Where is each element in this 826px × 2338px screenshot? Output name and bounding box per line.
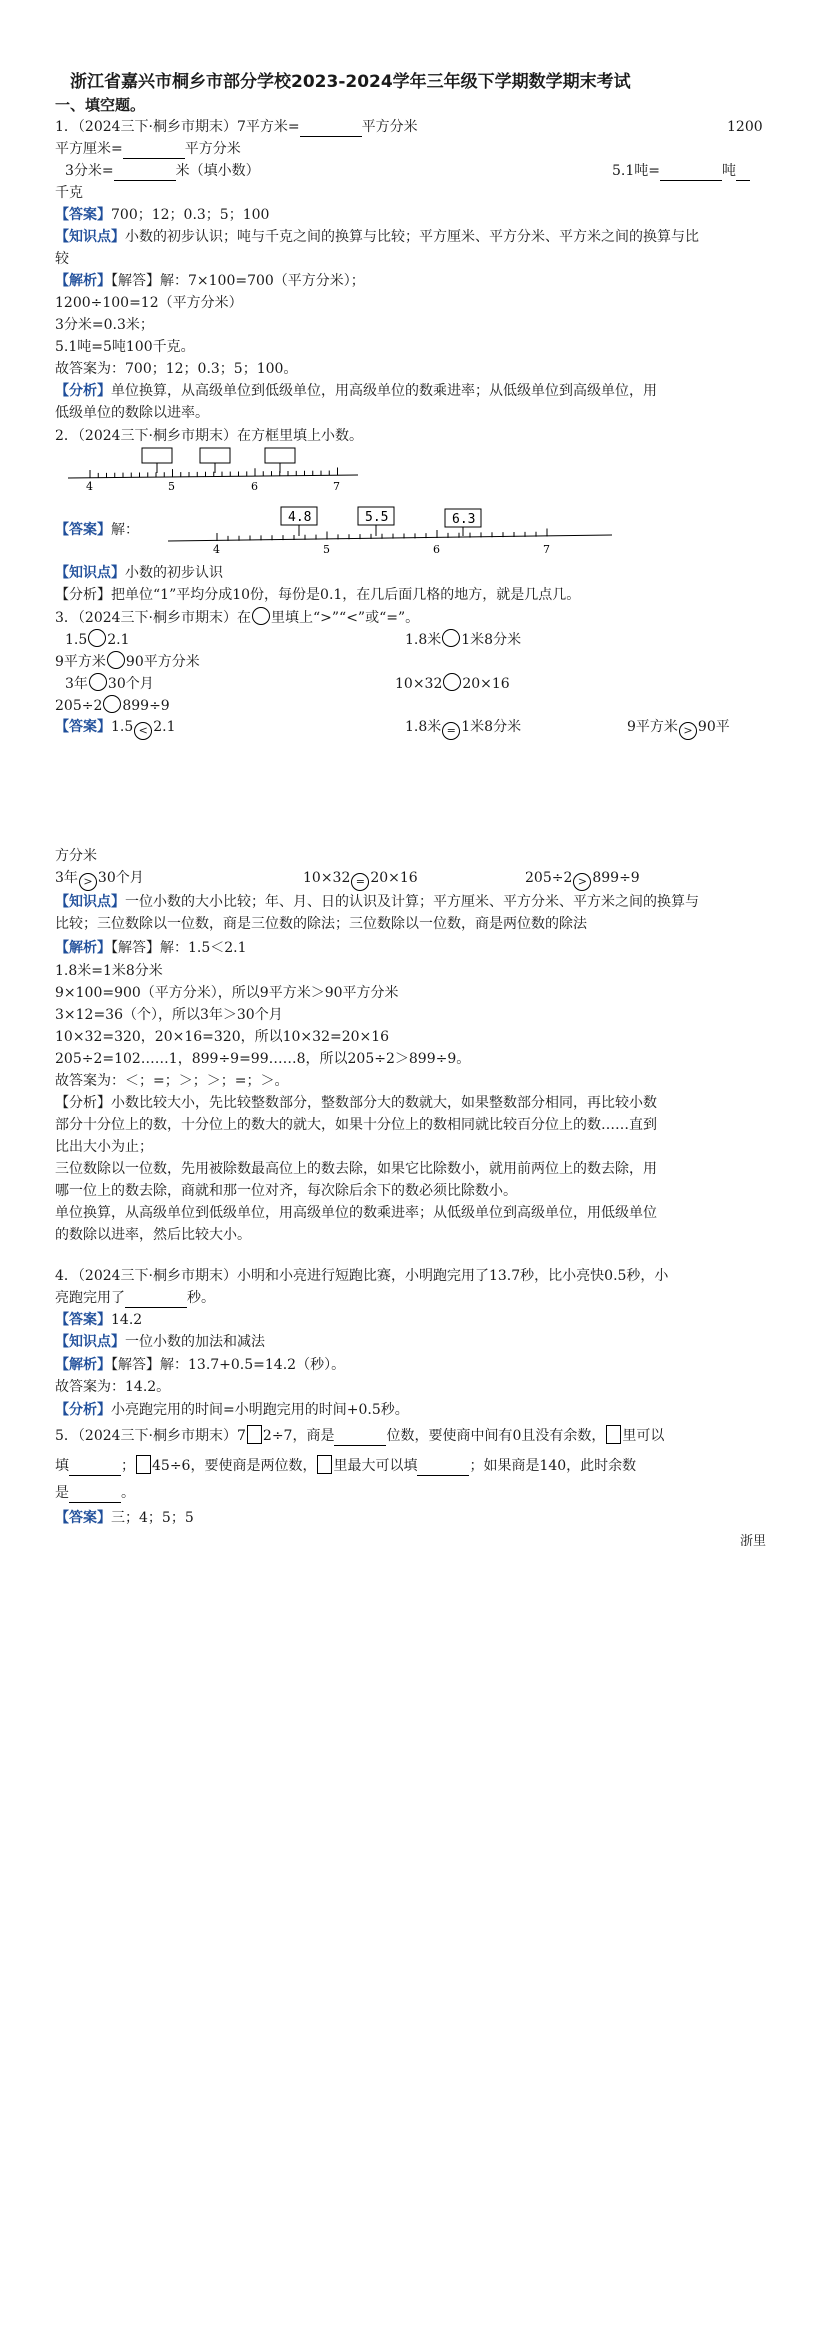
q3-answer-item: 1.8米 = 1米8分米 [405,717,521,740]
axis-tick-label: 7 [543,543,550,555]
answer-blank[interactable] [125,1291,187,1308]
q3-review-line: 比出大小为止； [55,1139,153,1155]
answer-blank[interactable] [69,1486,121,1503]
axis-tick-label: 7 [333,480,340,491]
axis-tick-label: 5 [323,543,330,555]
q4-line2: 亮跑完用了 秒。 [55,1290,215,1306]
q4-review: 【分析】小亮跑完用的时间=小明跑完用的时间+0.5秒。 [55,1402,409,1418]
q4-knowledge: 【知识点】一位小数的加法和减法 [55,1334,265,1350]
compare-circle[interactable] [442,629,460,647]
q1-line1: 1．（2024三下·桐乡市期末）7平方米= 平方分米 [55,119,418,135]
q1-sol-line: 1200÷100=12（平方分米） [55,295,243,311]
q3-sol-line: 1.8米=1米8分米 [55,963,163,979]
q5-line3: 是 。 [55,1485,135,1501]
number-line-question [60,446,370,491]
q3-knowledge-cont: 比较；三位数除以一位数，商是三位数的除法；三位数除以一位数，商是两位数的除法 [55,916,587,932]
answer-blank[interactable] [300,120,362,137]
compare-circle[interactable] [107,651,125,669]
q5-line1: 5．（2024三下·桐乡市期末）7 2÷7，商是 位数，要使商中间有0且没有余数， 里可以 [55,1425,664,1446]
answer-box-label: 4.8 [288,510,312,525]
digit-box[interactable] [136,1455,151,1474]
q3-answer-item: 3年 > 30个月 [55,868,144,891]
answer-box[interactable] [142,448,172,463]
section-heading: 一、填空题。 [55,96,146,114]
q1-sol-line: 5.1吨=5吨100千克。 [55,339,195,355]
page-title: 浙江省嘉兴市桐乡市部分学校2023-2024学年三年级下学期数学期末考试 [70,72,631,92]
axis-tick-label: 4 [86,480,93,491]
q3-review-line: 哪一位上的数去除，商就和那一位对齐，每次除后余下的数必须比除数小。 [55,1183,517,1199]
q3-answer-item: 205÷2 > 899÷9 [525,868,640,891]
q2-knowledge: 【知识点】小数的初步认识 [55,565,223,581]
answer-blank[interactable] [660,164,722,181]
q3-answer-wrap: 方分米 [55,848,97,864]
q1-value: 1200 [727,119,763,135]
q3-answer-item: 9平方米 > 90平 [627,717,730,740]
answer-blank[interactable] [334,1429,386,1446]
q3-prompt: 3．（2024三下·桐乡市期末）在 里填上“>”“<”或“=”。 [55,607,419,628]
answer-blank[interactable] [123,142,185,159]
q4-sol-line: 故答案为：14.2。 [55,1379,171,1395]
q3-item: 205÷2 899÷9 [55,695,170,716]
axis-tick-label: 6 [433,543,440,555]
q1-sol-line: 3分米=0.3米； [55,317,154,333]
answer-box[interactable] [265,448,295,463]
q1-knowledge: 【知识点】小数的初步认识；吨与千克之间的换算与比较；平方厘米、平方分米、平方米之间的换算与比 [55,229,699,245]
digit-box[interactable] [247,1425,262,1444]
q4-line1: 4．（2024三下·桐乡市期末）小明和小亮进行短跑比赛，小明跑完用了13.7秒，比小亮快0.5秒，小 [55,1268,669,1284]
compare-circle[interactable] [103,695,121,713]
q3-item: 1.8米 1米8分米 [405,629,521,650]
compare-circle[interactable] [89,673,107,691]
compare-circle[interactable] [88,629,106,647]
answer-box[interactable] [200,448,230,463]
q3-review-line: 部分十分位上的数，十分位上的数大的就大，如果十分位上的数相同就比较百分位上的数……直到 [55,1117,657,1133]
q2-review: 【分析】把单位“1”平均分成10份，每份是0.1，在几后面几格的地方，就是几点几。 [55,587,581,603]
q3-sol-line: 10×32=320，20×16=320，所以10×32=20×16 [55,1029,390,1045]
q3-knowledge: 【知识点】一位小数的大小比较；年、月、日的认识及计算；平方厘米、平方分米、平方米之间的换算与 [55,894,699,910]
q1-line3: 3分米= 米（填小数） [65,163,260,179]
q1-review-cont: 低级单位的数除以进率。 [55,405,209,421]
answer-blank[interactable] [114,164,176,181]
q2-answer: 【答案】解： [55,522,139,538]
answer-box-label: 6.3 [452,512,476,527]
number-line-answer [160,505,620,555]
q3-solution: 【解析】【解答】解：1.5＜2.1 [55,940,247,956]
answer-blank[interactable] [736,164,750,181]
axis-tick-label: 4 [213,543,220,555]
q3-answer-item: 10×32 = 20×16 [303,868,418,891]
q1-line3-right: 5.1吨= 吨 [612,161,750,181]
q5-line2: 填 ； 45÷6，要使商是两位数， 里最大可以填 ；如果商是140，此时余数 [55,1455,636,1476]
q3-sol-line: 9×100=900（平方分米），所以9平方米＞90平方分米 [55,985,399,1001]
page-footer: 浙里 [740,1534,767,1549]
q1-answer: 【答案】700；12；0.3；5；100 [55,207,270,223]
axis-tick-label: 6 [251,480,258,491]
q3-item: 3年 30个月 [65,673,154,694]
q3-review-line: 【分析】小数比较大小，先比较整数部分，整数部分大的数就大，如果整数部分相同，再比较小数 [55,1095,657,1111]
q3-item: 1.5 2.1 [65,629,130,650]
q3-review-line: 的数除以进率，然后比较大小。 [55,1227,251,1243]
q2-prompt: 2．（2024三下·桐乡市期末）在方框里填上小数。 [55,428,363,444]
q3-item: 9平方米 90平方分米 [55,651,200,672]
compare-circle [252,607,270,625]
q3-sol-line: 3×12=36（个），所以3年＞30个月 [55,1007,283,1023]
q1-sol-line: 故答案为：700；12；0.3；5；100。 [55,361,298,377]
compare-circle[interactable] [443,673,461,691]
q3-answer: 【答案】1.5 < 2.1 [55,717,176,740]
digit-box[interactable] [606,1425,621,1444]
answer-blank[interactable] [69,1459,121,1476]
answer-blank[interactable] [417,1459,469,1476]
q1-knowledge-cont: 较 [55,251,69,267]
q1-line4: 千克 [55,185,83,201]
q3-review-line: 三位数除以一位数，先用被除数最高位上的数去除，如果它比除数小，就用前两位上的数去除，用 [55,1161,657,1177]
answer-box-label: 5.5 [365,510,389,525]
q4-answer: 【答案】14.2 [55,1312,143,1328]
q3-review-line: 单位换算，从高级单位到低级单位，用高级单位的数乘进率；从低级单位到高级单位，用低级单位 [55,1205,657,1221]
q4-solution: 【解析】【解答】解：13.7+0.5=14.2（秒）。 [55,1357,346,1373]
q3-item: 10×32 20×16 [395,673,510,694]
q5-answer: 【答案】三；4；5；5 [55,1510,194,1526]
q1-review: 【分析】单位换算，从高级单位到低级单位，用高级单位的数乘进率；从低级单位到高级单位，用 [55,383,657,399]
q1-line2: 平方厘米= 平方分米 [55,141,241,157]
q3-sol-line: 205÷2=102……1，899÷9=99……8，所以205÷2＞899÷9。 [55,1051,471,1067]
axis-tick-label: 5 [168,480,175,491]
digit-box[interactable] [317,1455,332,1474]
q3-sol-line: 故答案为：＜；=；＞；＞；=；＞。 [55,1073,289,1089]
q1-solution: 【解析】【解答】解：7×100=700（平方分米）； [55,273,365,289]
